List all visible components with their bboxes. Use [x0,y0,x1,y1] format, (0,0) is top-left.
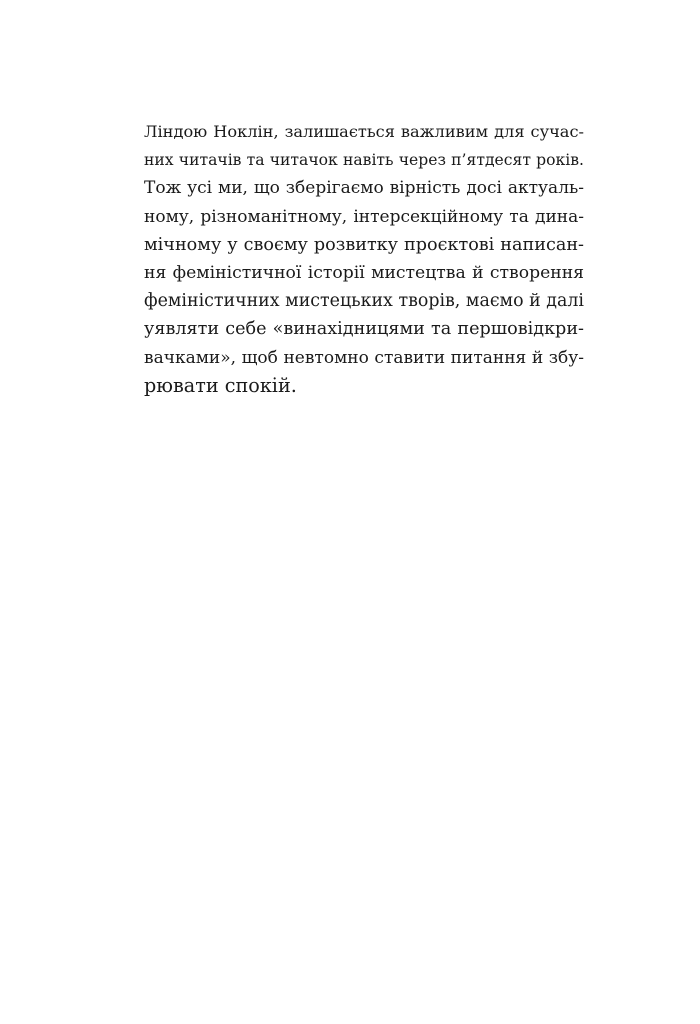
text-line: ному, різноманітному, інтерсекційному та дина- [144,206,584,227]
text-line: уявляти себе «винахідницями та першовідкри- [144,319,584,340]
text-line: Тож усі ми, що зберігаємо вірність досі актуаль- [144,178,584,199]
text-line: Ліндою Ноклін, залишається важливим для сучас- [144,122,584,141]
text-line: них читачів та читачок навіть через п’ятдесят років. [144,151,584,170]
text-line: вачками», щоб невтомно ставити питання й збу- [144,347,584,368]
text-line: рювати спокій. [144,373,297,397]
text-line: мічному у своєму розвитку проєктові написан- [144,234,584,255]
text-line: феміністичних мистецьких творів, маємо й далі [144,291,584,312]
body-paragraph [144,118,584,400]
text-line: ня феміністичної історії мистецтва й створення [144,263,584,284]
